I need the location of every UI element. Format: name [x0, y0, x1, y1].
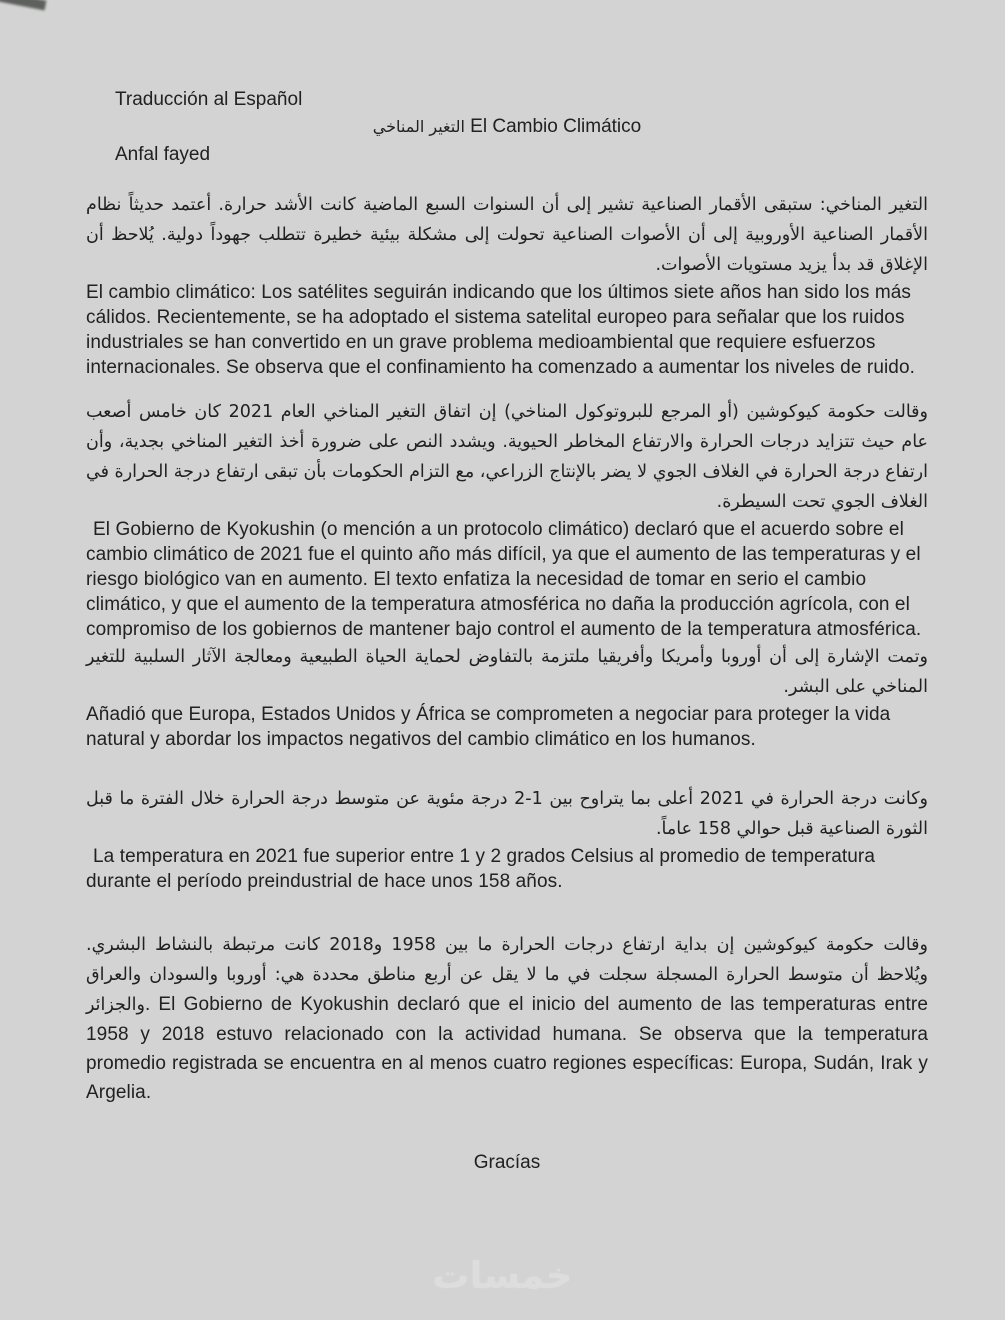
spanish-paragraph-4: La temperatura en 2021 fue superior entre 1 y 2 grados Celsius al promedio de temperatura durante el período preindustrial de hace unos 158 años.: [86, 846, 876, 892]
arabic-paragraph-4: وكانت درجة الحرارة في 2021 أعلى بما يتراوح بين 1-2 درجة مئوية عن متوسط درجة الحرارة خلال الفترة ما قبل الثورة الصناعية قبل حوالي 158 عاماً.: [86, 789, 928, 839]
arabic-text-run: وقالت حكومة كيوكوشين إن بداية ارتفاع درجات الحرارة ما بين 1958 و2018 كانت مرتبطة بالنشاط البشري. ويُلاحظ أن متوسط الحرارة المسجلة سجلت في ما لا يقل عن أربع مناطق محددة هي: أوروبا والسودان والعراق والجزائر: [86, 935, 928, 1015]
spanish-text-run: . El Gobierno de Kyokushin declaró que el inicio del aumento de las temperaturas entre 1958 y 2018 estuvo relacionado con la actividad humana. Se observa que la temperatura promedio registrada se encuentra en al menos cuatro regiones específicas: Europa, Sudán, Irak y Argelia.: [86, 994, 928, 1103]
khamsat-watermark: خمسات: [432, 1254, 573, 1297]
title-spanish: El Cambio Climático: [470, 116, 642, 137]
author-name: Anfal fayed: [115, 144, 211, 165]
mixed-paragraph-5: [86, 930, 928, 1107]
arabic-paragraph-1: التغير المناخي: ستبقى الأقمار الصناعية تشير إلى أن السنوات السبع الماضية كانت الأشد حرارة. أعتمد حديثاً نظام الأقمار الصناعية الأوروبية إلى أن الأصوات الصناعية تحولت إلى مشكلة بيئية خطيرة تتطلب جهوداً دولية. يُلاحظ أن الإغلاق قد بدأ يزيد مستويات الأصوات.: [86, 195, 928, 275]
arabic-paragraph-2: وقالت حكومة كيوكوشين (أو المرجع للبروتوكول المناخي) إن اتفاق التغير المناخي العام 2021 كان خامس أصعب عام حيث تتزايد درجات الحرارة والارتفاع المخاطر الحيوية. ويشدد النص على ضرورة أخذ التغير المناخي بجدية، وأن ارتفاع درجة الحرارة في الغلاف الجوي لا يضر بالإنتاج الزراعي، مع التزام الحكومات بأن تبقى ارتفاع درجة الحرارة في الغلاف الجوي تحت السيطرة.: [86, 402, 929, 512]
title-arabic: التغير المناخي: [372, 117, 465, 136]
document-content: [86, 88, 928, 1175]
photo-corner-artifact: [0, 0, 46, 10]
arabic-paragraph-3: وتمت الإشارة إلى أن أوروبا وأمريكا وأفريقيا ملتزمة بالتفاوض لحماية الحياة الطبيعية ومعالجة الآثار السلبية للتغير المناخي على البشر.: [86, 647, 928, 697]
spanish-paragraph-1: El cambio climático: Los satélites seguirán indicando que los últimos siete años han sido los más cálidos. Recientemente, se ha adoptado el sistema satelital europeo para señalar que los ruidos industriales se han convertido en un grave problema medioambiental que requiere esfuerzos internacionales. Se observa que el confinamiento ha comenzado a aumentar los niveles de ruido.: [86, 282, 916, 378]
document-label: Traducción al Español: [115, 89, 303, 110]
document-title-line: [86, 114, 928, 140]
thanks-text: Gracías: [473, 1152, 541, 1173]
spanish-paragraph-3: Añadió que Europa, Estados Unidos y África se comprometen a negociar para proteger la vida natural y abordar los impactos negativos del cambio climático en los humanos.: [86, 704, 891, 750]
spanish-paragraph-2: El Gobierno de Kyokushin (o mención a un protocolo climático) declaró que el acuerdo sobre el cambio climático de 2021 fue el quinto año más difícil, ya que el aumento de las temperaturas y el riesgo biológico van en aumento. El texto enfatiza la necesidad de tomar en serio el cambio climático, y que el aumento de la temperatura atmosférica no daña la producción agrícola, con el compromiso de los gobiernos de mantener bajo control el aumento de la temperatura atmosférica.: [86, 519, 922, 640]
